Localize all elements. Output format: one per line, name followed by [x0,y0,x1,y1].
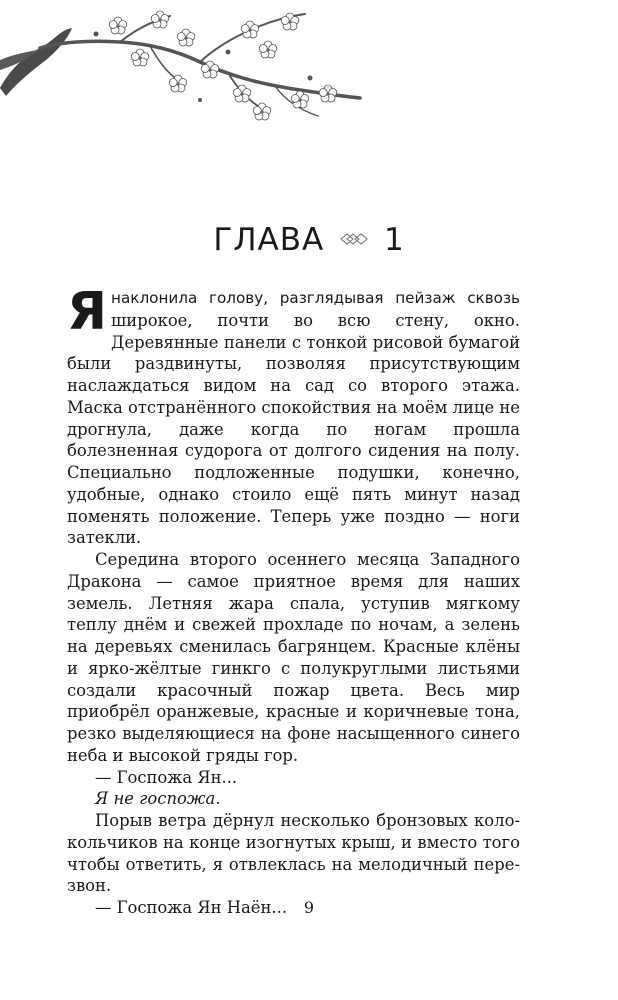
chapter-body [67,282,520,919]
paragraph-text: широкое, почти во всю стену, окно. Деревянные панели с тонкой рисовой бумагой были раздвинуты, позволяя присутствующим наслаждаться видом на сад со второго этажа. Маска отстранённого спокойствия на моём лице не дрогнула, даже когда по ногам прошла болезненная судорога от долгого сидения на полу. Специально подложенные подушки, конечно, удобные, однако стоило ещё пять минут назад поменять положение. Теперь уже поздно — ноги затекли. [67,310,520,548]
paragraph [67,282,520,549]
drop-cap: Я [67,282,108,342]
inner-thought: Я не госпожа. [95,789,221,809]
page-number: 9 [303,898,315,917]
dialogue-line: — Госпожа Ян Наён... [95,898,288,917]
chapter-label: ГЛАВА [213,222,325,258]
endless-knot-icon [339,232,369,246]
dialogue-line: — Госпожа Ян... [95,767,238,787]
lead-in: наклонила голову, разглядывая пейзаж сквозь [111,289,520,307]
paragraph: Середина второго осеннего месяца Западного Дракона — самое приятное время для наших земель. Летняя жара спала, уступив мягкому теплу днём и свежей прохладе по ночам, а зелень на деревьях сменилась багрянцем. Красные клёны и ярко-жёлтые гинкго с полукруглыми листьями создали красочный пожар цвета. Весь мир приобрёл оранжевые, красные и коричневые тона, резко выделяющиеся на фоне насыщенного синего неба и высокой гряды гор. [67,550,520,765]
plum-blossom-branch-icon [0,0,370,140]
paragraph: Порыв ветра дёрнул несколько бронзовых колокольчиков на конце изогнутых крыш, и вместо того чтобы ответить, я отвлеклась на мелодичный перезвон. [67,811,520,896]
chapter-heading [0,222,618,258]
chapter-number: 1 [383,222,405,258]
